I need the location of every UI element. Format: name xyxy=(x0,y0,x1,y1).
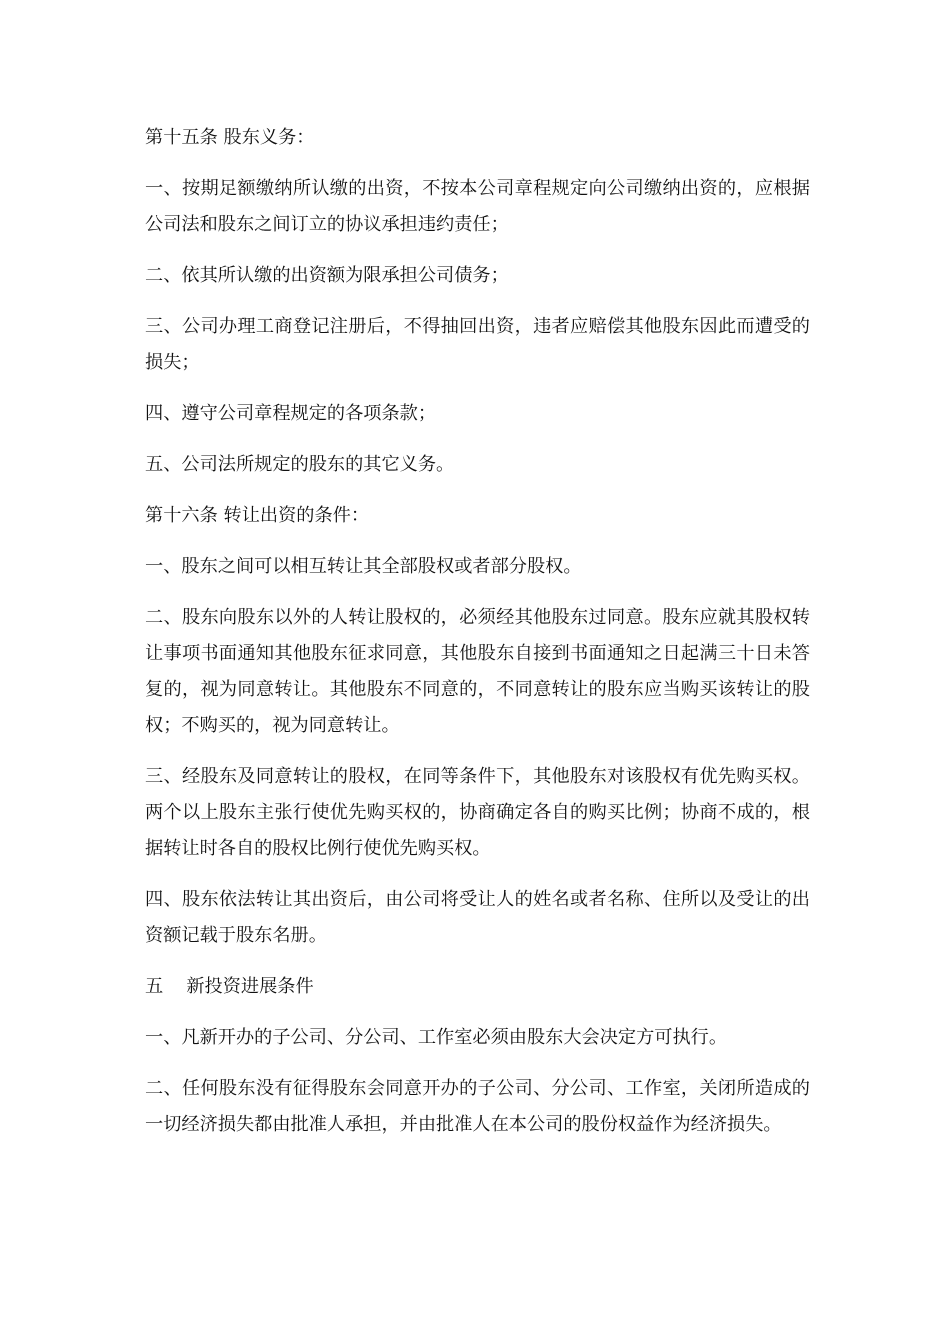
article-15-item-5: 五、公司法所规定的股东的其它义务。 xyxy=(145,454,455,475)
article-16-item-4: 四、股东依法转让其出资后，由公司将受让人的姓名或者名称、住所以及受让的出资额记载于股东名册。 xyxy=(145,889,810,946)
article-15-item-4: 四、遵守公司章程规定的各项条款； xyxy=(145,403,437,424)
section-5-item-1: 一、凡新开办的子公司、分公司、工作室必须由股东大会决定方可执行。 xyxy=(145,1027,728,1048)
section-5-heading: 五 新投资进展条件 xyxy=(145,976,314,997)
article-15-item-2: 二、依其所认缴的出资额为限承担公司债务； xyxy=(145,265,509,286)
document-body xyxy=(145,120,810,1158)
article-16-item-1: 一、股东之间可以相互转让其全部股权或者部分股权。 xyxy=(145,556,582,577)
section-5-item-2: 二、任何股东没有征得股东会同意开办的子公司、分公司、工作室，关闭所造成的一切经济损失都由批准人承担，并由批准人在本公司的股份权益作为经济损失。 xyxy=(145,1078,810,1135)
article-15-item-1: 一、按期足额缴纳所认缴的出资，不按本公司章程规定向公司缴纳出资的，应根据公司法和股东之间订立的协议承担违约责任； xyxy=(145,178,810,235)
article-16-item-3: 三、经股东及同意转让的股权，在同等条件下，其他股东对该股权有优先购买权。两个以上股东主张行使优先购买权的，协商确定各自的购买比例；协商不成的，根据转让时各自的股权比例行使优先购买权。 xyxy=(145,766,810,859)
article-16-item-2: 二、股东向股东以外的人转让股权的，必须经其他股东过同意。股东应就其股权转让事项书面通知其他股东征求同意，其他股东自接到书面通知之日起满三十日未答复的，视为同意转让。其他股东不同意的，不同意转让的股东应当购买该转让的股权；不购买的，视为同意转让。 xyxy=(145,607,810,736)
article-16-heading: 第十六条 转让出资的条件： xyxy=(145,505,370,526)
article-15-item-3: 三、公司办理工商登记注册后，不得抽回出资，违者应赔偿其他股东因此而遭受的损失； xyxy=(145,316,810,373)
article-15-heading: 第十五条 股东义务： xyxy=(145,127,315,148)
